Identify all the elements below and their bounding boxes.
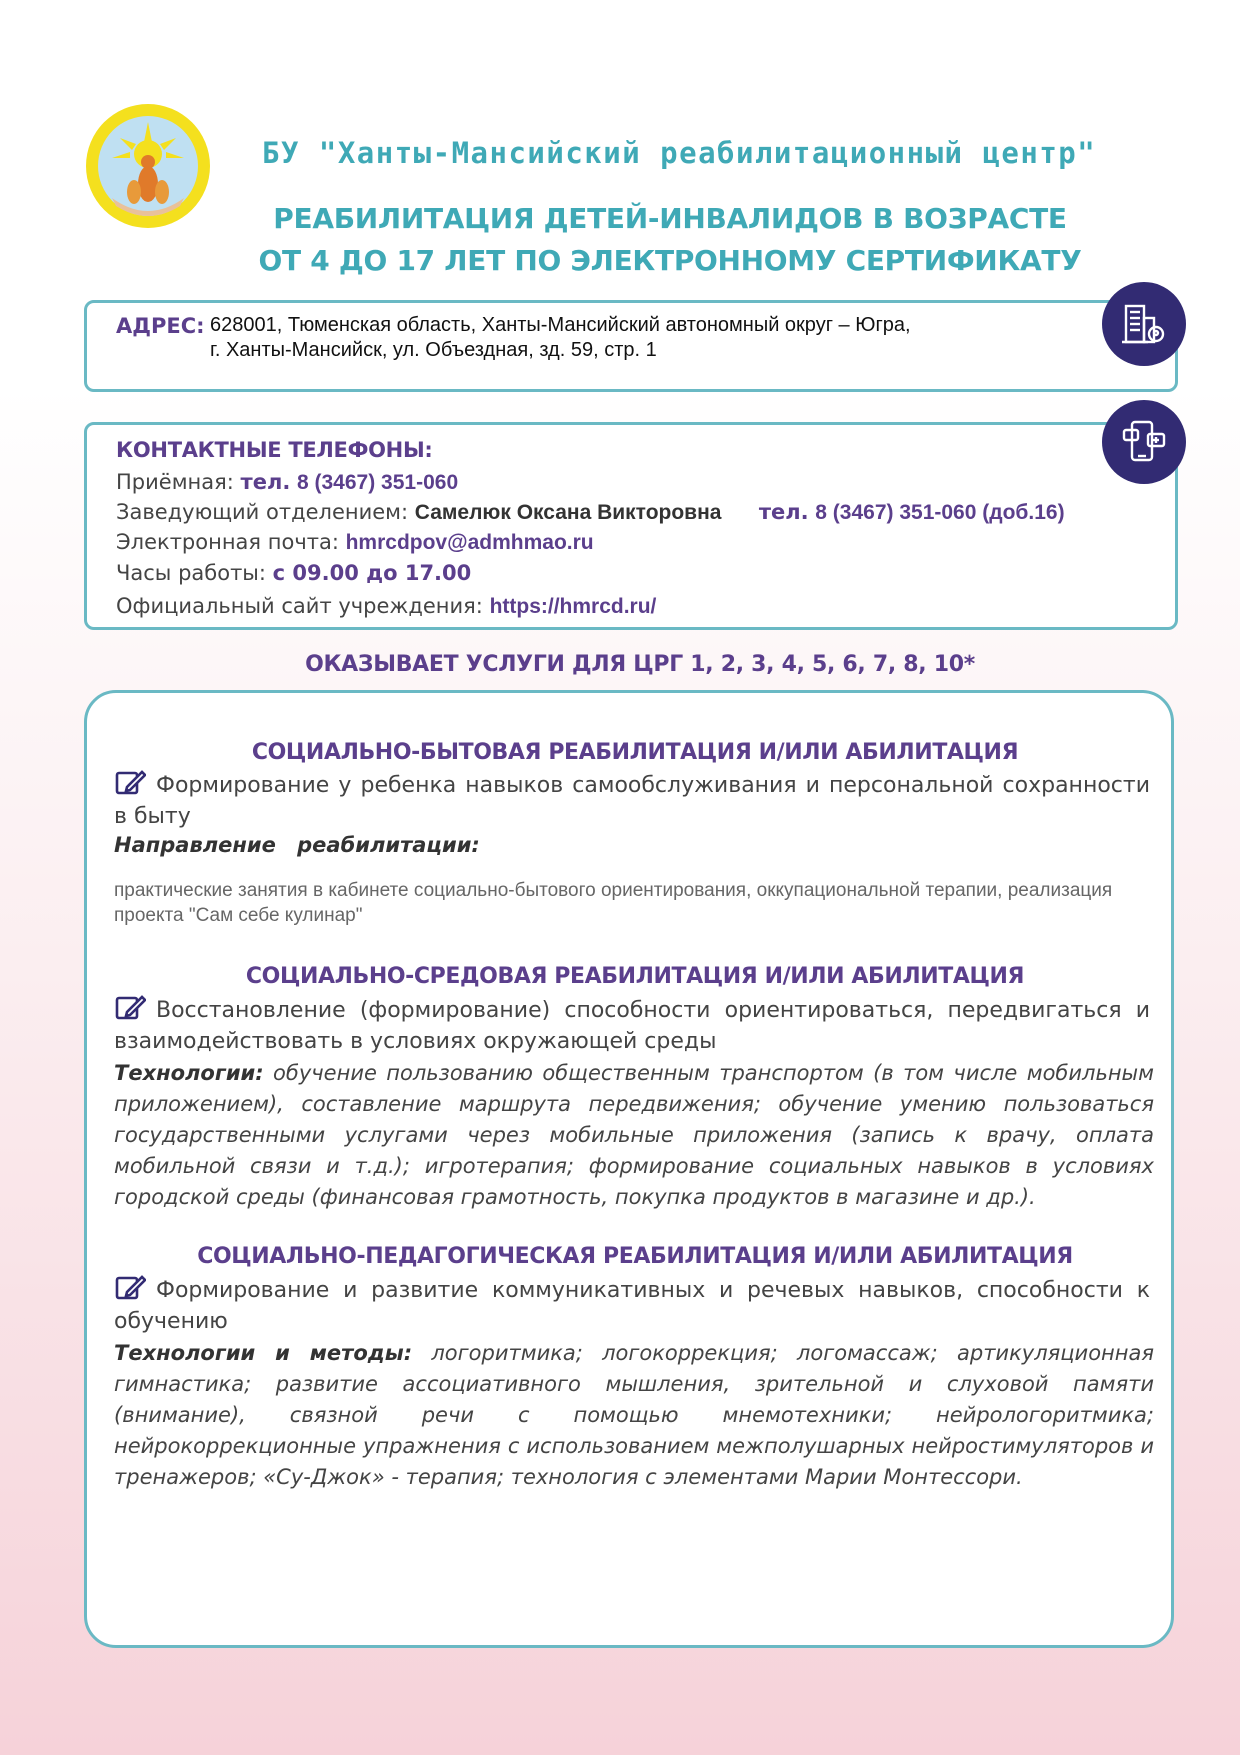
email-label: Электронная почта: — [116, 530, 339, 554]
page-title-line-2: ОТ 4 ДО 17 ЛЕТ ПО ЭЛЕКТРОННОМУ СЕРТИФИКАТУ — [258, 244, 1082, 277]
head-phone[interactable]: 8 (3467) 351-060 (доб.16) — [815, 501, 1065, 524]
reception-label: Приёмная: — [116, 470, 234, 494]
edit-icon — [114, 1271, 146, 1303]
organization-logo — [84, 102, 212, 230]
technologies-label-3: Технологии и методы: — [114, 1341, 413, 1365]
site-label: Официальный сайт учреждения: — [116, 594, 483, 618]
contact-row-hours — [116, 561, 471, 585]
contact-row-site — [116, 594, 656, 619]
section-text-3 — [114, 1271, 1150, 1337]
contact-row-email — [116, 530, 594, 555]
contacts-heading: КОНТАКТНЫЕ ТЕЛЕФОНЫ: — [116, 438, 433, 462]
section-title-2: СОЦИАЛЬНО-СРЕДОВАЯ РЕАБИЛИТАЦИЯ И/ИЛИ АБИЛИТАЦИЯ — [245, 964, 1025, 989]
technologies-label-2: Технологии: — [114, 1061, 264, 1085]
email-link[interactable]: hmrcdpov@admhmao.ru — [345, 531, 594, 554]
section-text-3-content: Формирование и развитие коммуникативных и речевых навыков, способности к обучению — [114, 1278, 1150, 1334]
head-name: Самелюк Оксана Викторовна — [414, 501, 722, 524]
direction-label: Направление реабилитации: — [114, 833, 480, 857]
hours-value: с 09.00 до 17.00 — [272, 561, 472, 585]
tel-word: тел. — [758, 500, 809, 524]
site-link[interactable]: https://hmrcd.ru/ — [489, 595, 657, 618]
address-line-2: г. Ханты-Мансийск, ул. Объездная, зд. 59, стр. 1 — [210, 339, 657, 361]
services-heading: ОКАЗЫВАЕТ УСЛУГИ ДЛЯ ЦРГ 1, 2, 3, 4, 5, 6, 7, 8, 10* — [305, 652, 975, 677]
head-label: Заведующий отделением: — [116, 500, 409, 524]
edit-icon — [114, 766, 146, 798]
section-text-1-content: Формирование у ребенка навыков самообслуживания и персональной сохранности в быту — [114, 773, 1150, 829]
page-title-line-1: РЕАБИЛИТАЦИЯ ДЕТЕЙ-ИНВАЛИДОВ В ВОЗРАСТЕ — [273, 202, 1067, 235]
contact-row-head — [116, 500, 1065, 525]
building-location-icon — [1102, 282, 1186, 366]
technologies-content-3: логоритмика; логокоррекция; логомассаж; артикуляционная гимнастика; развитие ассоциативного мышления, зрительной и слуховой памяти (внимание), связной речи с помощью мнемотехники; нейрологоритмика; нейрокоррекционные упражнения с использованием межполушарных нейростимуляторов и тренажеров; «Су-Джок» - терапия; технология с элементами Марии Монтессори. — [114, 1341, 1154, 1489]
technologies-text-3 — [114, 1338, 1154, 1493]
logo-emblem-icon — [84, 102, 212, 230]
address-line-1: 628001, Тюменская область, Ханты-Мансийский автономный округ – Югра, — [210, 314, 911, 336]
section-title-1: СОЦИАЛЬНО-БЫТОВАЯ РЕАБИЛИТАЦИЯ И/ИЛИ АБИЛИТАЦИЯ — [251, 740, 1019, 765]
phone-contact-icon — [1102, 400, 1186, 484]
section-text-2 — [114, 991, 1150, 1057]
reception-phone[interactable]: 8 (3467) 351-060 — [297, 471, 459, 494]
technologies-text-2 — [114, 1058, 1154, 1213]
direction-text: практические занятия в кабинете социально-бытового ориентирования, оккупациональной терапии, реализация проекта "Сам себе кулинар" — [114, 880, 1113, 926]
page-title — [200, 198, 1140, 282]
technologies-content-2: обучение пользованию общественным транспортом (в том числе мобильным приложением), составление маршрута передвижения; обучение умению пользоваться государственными услугами через мобильные приложения (запись к врачу, оплата мобильной связи и т.д.); игротерапия; формирование социальных навыков в условиях городской среды (финансовая грамотность, покупка продуктов в магазине и др.). — [114, 1061, 1154, 1209]
contact-row-reception — [116, 470, 458, 495]
section-text-1 — [114, 766, 1150, 832]
address-label: АДРЕС: — [116, 314, 205, 338]
hours-label: Часы работы: — [116, 561, 266, 585]
edit-icon — [114, 991, 146, 1023]
organization-name: БУ "Ханты-Мансийский реабилитационный центр" — [262, 136, 1097, 170]
section-title-3: СОЦИАЛЬНО-ПЕДАГОГИЧЕСКАЯ РЕАБИЛИТАЦИЯ И/ИЛИ АБИЛИТАЦИЯ — [197, 1244, 1073, 1269]
tel-word: тел. — [240, 470, 291, 494]
section-text-2-content: Восстановление (формирование) способности ориентироваться, передвигаться и взаимодействовать в условиях окружающей среды — [114, 998, 1150, 1054]
